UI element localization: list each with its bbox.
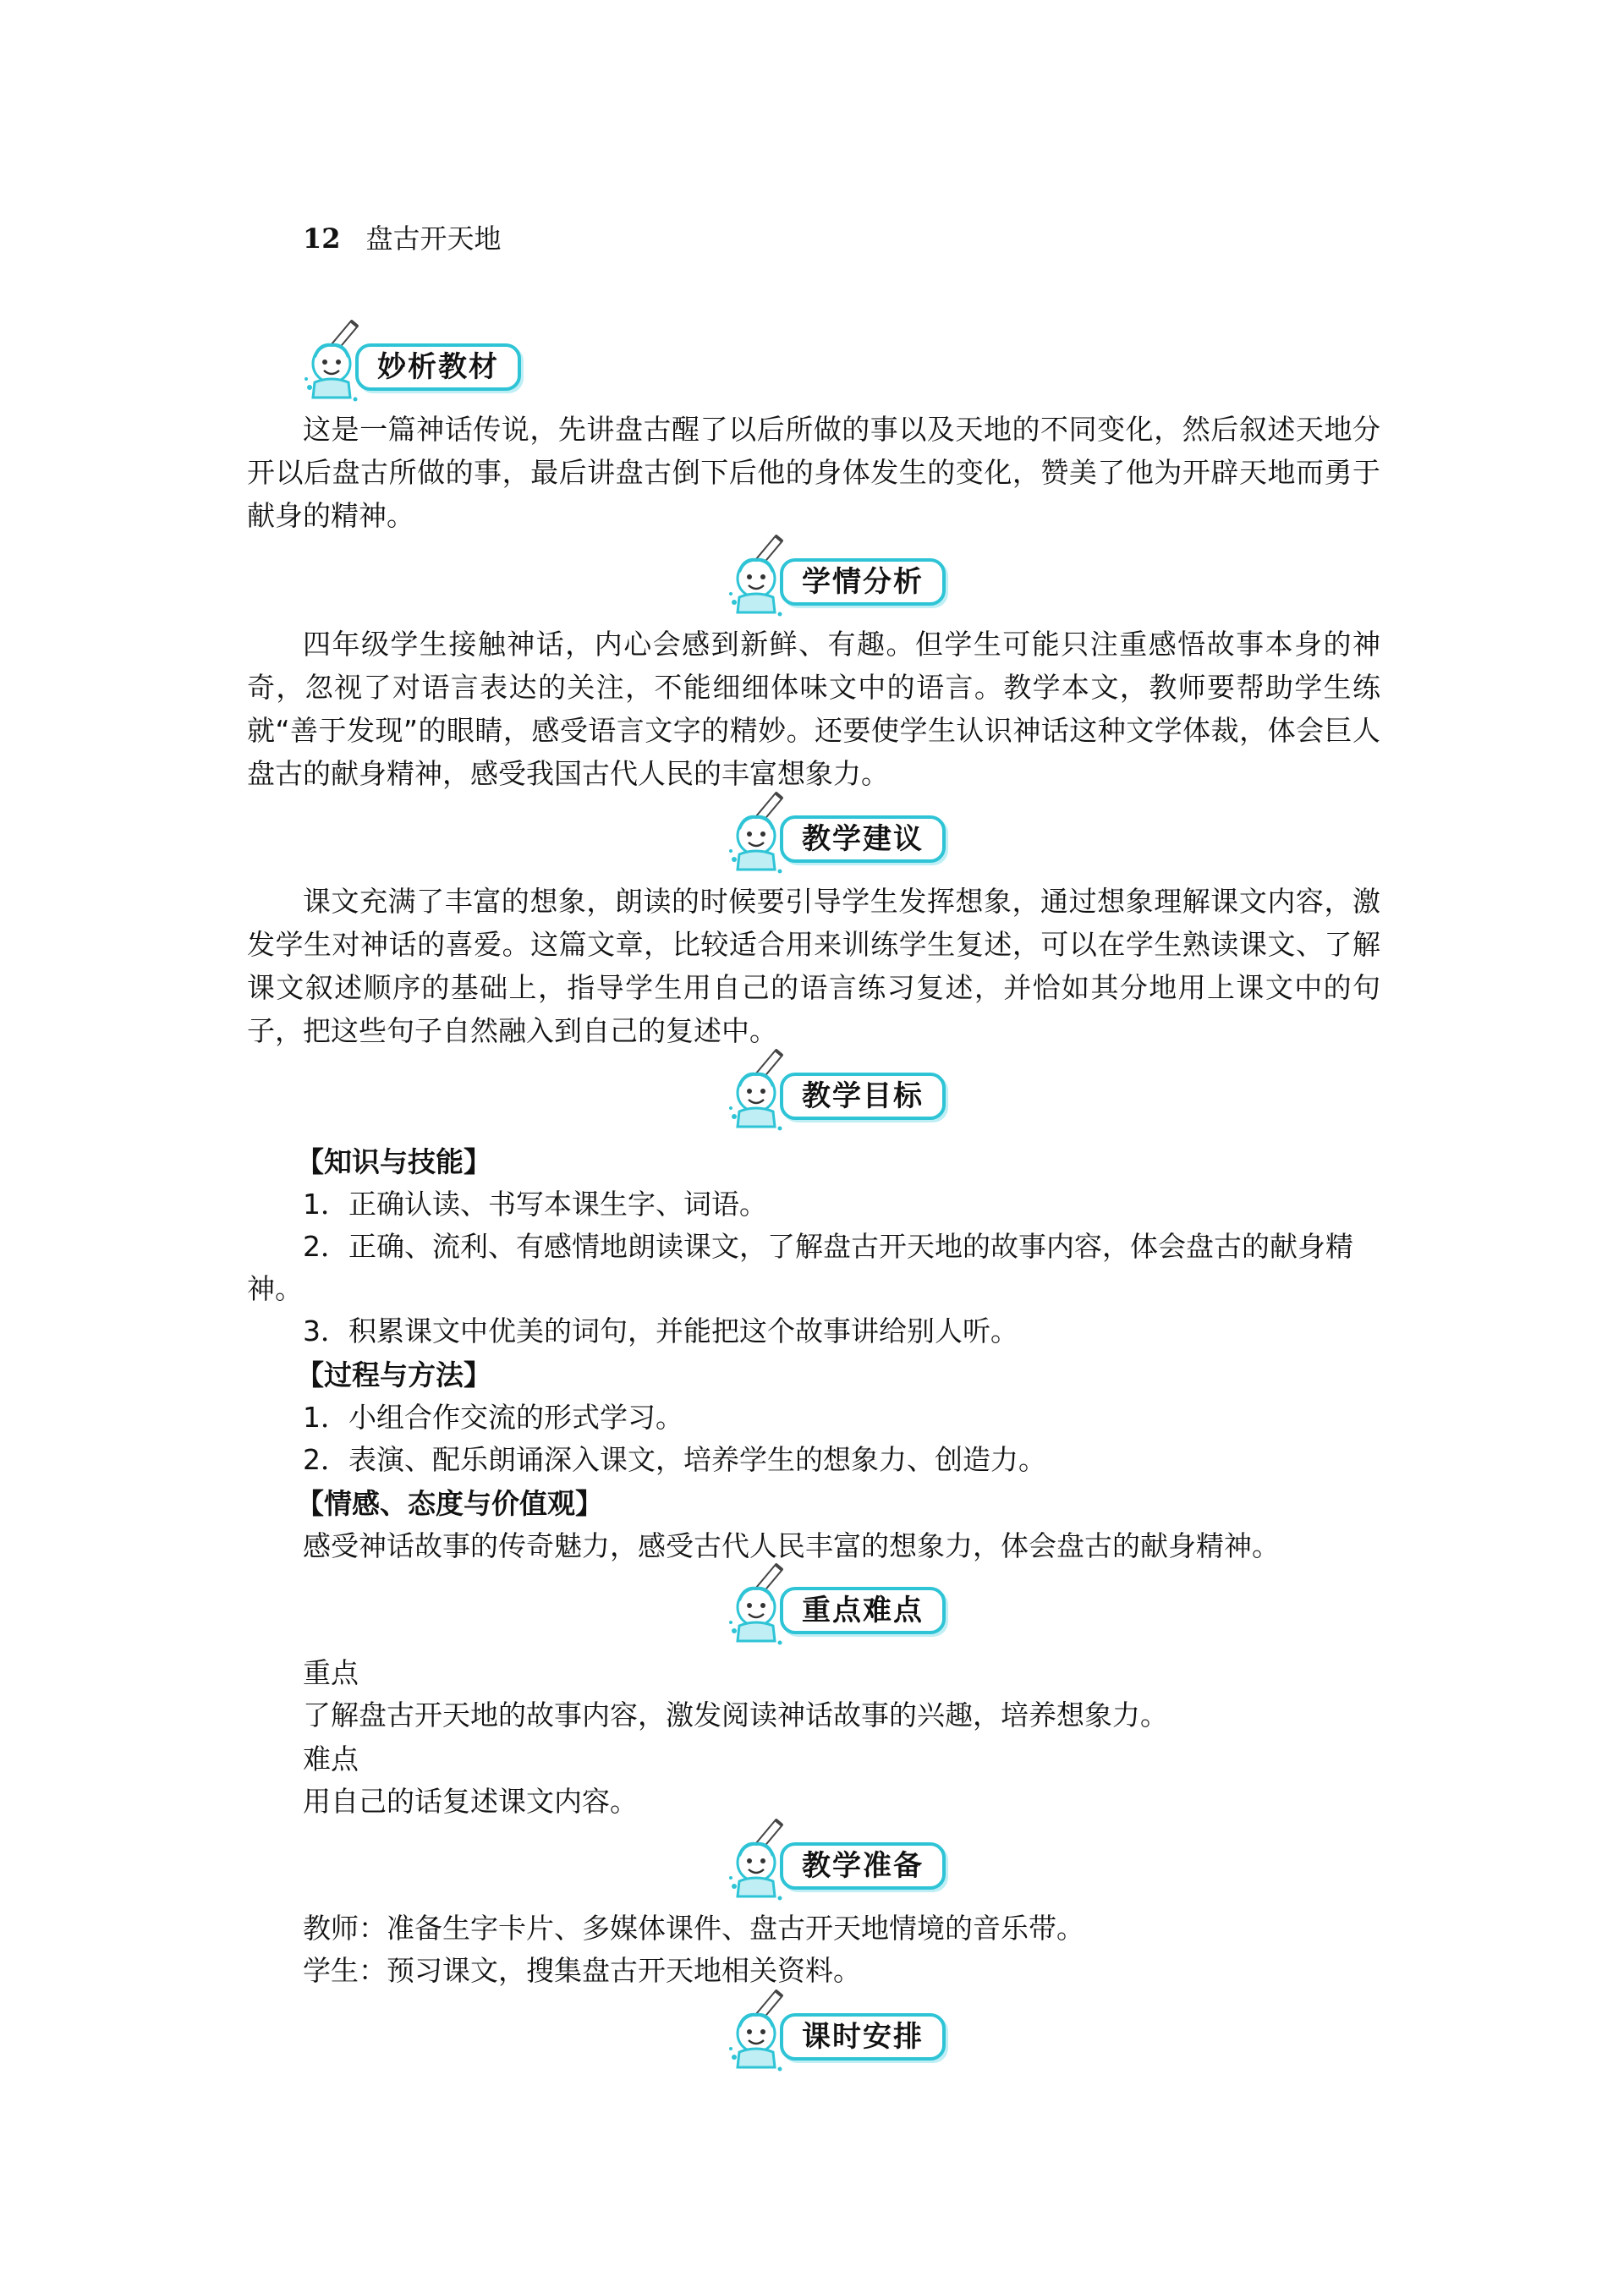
knowledge-item-2-cont: 神。 xyxy=(247,1272,303,1305)
section-heading: 课时安排 xyxy=(802,2020,924,2054)
section-heading: 教学建议 xyxy=(802,822,924,856)
knowledge-item-2: 2．正确、流利、有感情地朗读课文，了解盘古开天地的故事内容，体会盘古的献身精 xyxy=(303,1230,1353,1263)
section-header-analysis xyxy=(303,320,531,404)
process-item-2: 2．表演、配乐朗诵深入课文，培养学生的想象力、创造力。 xyxy=(303,1443,1046,1476)
key-text: 了解盘古开天地的故事内容，激发阅读神话故事的兴趣，培养想象力。 xyxy=(303,1699,1168,1731)
knowledge-item-1: 1．正确认读、书写本课生字、词语。 xyxy=(303,1188,767,1221)
lesson-title xyxy=(303,222,502,255)
section-heading: 妙析教材 xyxy=(377,350,499,384)
process-item-1: 1．小组合作交流的形式学习。 xyxy=(303,1401,683,1434)
emotion-text: 感受神话故事的传奇魅力，感受古代人民丰富的想象力，体会盘古的献身精神。 xyxy=(303,1529,1280,1562)
hard-label: 难点 xyxy=(303,1742,359,1775)
section-header-students xyxy=(727,535,956,619)
analysis-paragraph: 这是一篇神话传说，先讲盘古醒了以后所做的事以及天地的不同变化，然后叙述天地分开以后盘古所做的事，最后讲盘古倒下后他的身体发生的变化，赞美了他为开辟天地而勇于献身的精神。 xyxy=(247,413,1380,532)
section-heading: 重点难点 xyxy=(802,1594,924,1627)
section-header-keypoints xyxy=(727,1563,956,1648)
section-header-suggestions xyxy=(727,792,956,876)
students-paragraph: 四年级学生接触神话，内心会感到新鲜、有趣。但学生可能只注重感悟故事本身的神奇，忽视了对语言表达的关注，不能细细体味文中的语言。教学本文，教师要帮助学生练就“善于发现”的眼睛，感受语言文字的精妙。还要使学生认识神话这种文学体裁，体会巨人盘古的献身精神，感受我国古代人民的丰富想象力。 xyxy=(247,628,1380,790)
knowledge-item-3: 3．积累课文中优美的词句，并能把这个故事讲给别人听。 xyxy=(303,1314,1018,1347)
lesson-name: 盘古开天地 xyxy=(365,222,502,255)
section-heading: 学情分析 xyxy=(802,565,924,599)
section-header-schedule xyxy=(727,1989,956,2074)
section-header-preparation xyxy=(727,1819,956,1903)
section-heading: 教学目标 xyxy=(802,1079,924,1113)
section-header-goals xyxy=(727,1049,956,1133)
section-heading: 教学准备 xyxy=(802,1849,924,1883)
process-title: 【过程与方法】 xyxy=(296,1358,491,1391)
emotion-title: 【情感、态度与价值观】 xyxy=(296,1487,603,1520)
lesson-number: 12 xyxy=(303,222,341,255)
suggestions-paragraph: 课文充满了丰富的想象，朗读的时候要引导学生发挥想象，通过想象理解课文内容，激发学生对神话的喜爱。这篇文章，比较适合用来训练学生复述，可以在学生熟读课文、了解课文叙述顺序的基础上，指导学生用自己的语言练习复述，并恰如其分地用上课文中的句子，把这些句子自然融入到自己的复述中。 xyxy=(247,885,1380,1047)
knowledge-title: 【知识与技能】 xyxy=(296,1145,491,1178)
preparation-teacher: 教师：准备生字卡片、多媒体课件、盘古开天地情境的音乐带。 xyxy=(303,1912,1084,1945)
key-label: 重点 xyxy=(303,1656,359,1689)
preparation-student: 学生：预习课文，搜集盘古开天地相关资料。 xyxy=(303,1954,861,1987)
hard-text: 用自己的话复述课文内容。 xyxy=(303,1785,638,1818)
